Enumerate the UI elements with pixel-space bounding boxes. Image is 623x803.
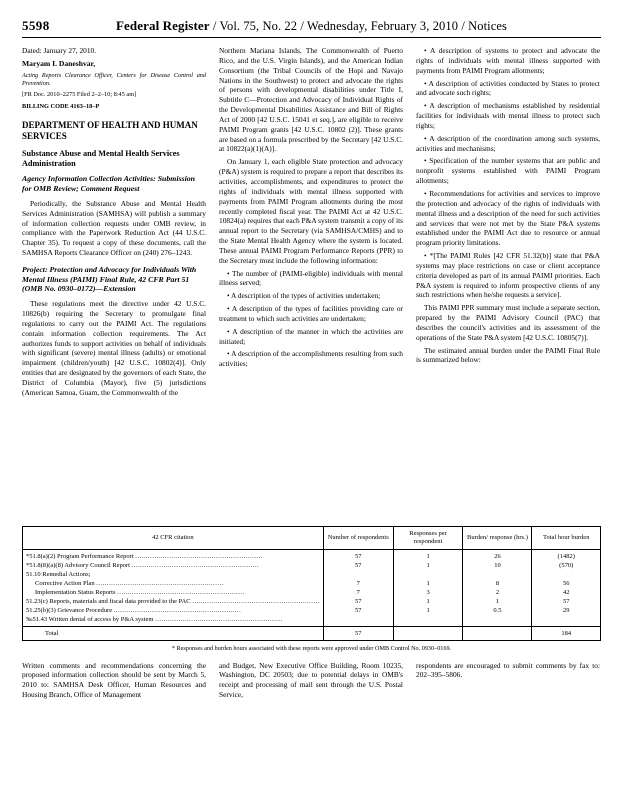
cell-citation: 51.25(b)(3) Grievance Procedure ............................................................ [23, 606, 324, 615]
agency-heading: Substance Abuse and Mental Health Services Administration [22, 148, 180, 168]
publication-issue: / Vol. 75, No. 22 / Wednesday, February 3, 2010 / Notices [212, 19, 508, 33]
cell-respondents: 57 [323, 561, 393, 570]
cell-respondents: 57 [323, 549, 393, 561]
table-row [23, 588, 601, 597]
cell-burden [463, 615, 532, 627]
cell-total: 56 [532, 579, 601, 588]
cell-responses [393, 615, 463, 627]
table-row [23, 570, 601, 579]
billing-code: BILLING CODE 4163–18–P [22, 102, 100, 110]
column-1 [22, 46, 206, 520]
table-footnote: * Responses and burden hours associated with these reports were approved under OMB Control No. 0930–0169. [171, 644, 452, 652]
notice-subheading: Agency Information Collection Activities: Submission for OMB Review; Comment Request [22, 174, 195, 194]
table-row [23, 549, 601, 561]
bullet-item: • A description of the manner in which the activities are initiated; [219, 326, 403, 346]
cell-total-hours: 184 [532, 626, 601, 640]
column-3 [416, 46, 600, 520]
table-head [23, 527, 601, 550]
cell-total-respondents: 57 [323, 626, 393, 640]
page-number: 5598 [22, 18, 50, 33]
cell-total: 29 [532, 606, 601, 615]
paragraph: The estimated annual burden under the PAIMI Final Rule is summarized below: [416, 345, 600, 365]
cell-citation: 51.10 Remedial Actions; [23, 570, 324, 579]
cell-responses: 1 [393, 606, 463, 615]
cell-responses: 3 [393, 588, 463, 597]
burden-table-wrapper [22, 526, 601, 652]
col-header-responses: Responses per respondent [393, 527, 463, 550]
masthead-title [84, 18, 539, 34]
signer-name: Maryam I. Daneshvar, [22, 58, 96, 68]
bottom-column-2 [219, 661, 403, 703]
cell-burden: 10 [463, 561, 532, 570]
cell-responses: 1 [393, 597, 463, 606]
masthead [22, 18, 601, 38]
cell-responses: 1 [393, 561, 463, 570]
paragraph: and Budget, New Executive Office Building, Room 10235, Washington, DC 20503; due to potential delays in OMB's receipt and processing of mail sent through the U.S. Postal Service, [219, 660, 403, 700]
cell-citation: Corrective Action Plan ............................................................ [23, 579, 324, 588]
signer-title: Acting Reports Clearance Officer, Centers for Disease Control and Prevention. [22, 71, 206, 88]
paragraph: Written comments and recommendations concerning the proposed information collection should be sent by March 5, 2010 to: SAMHSA Desk Officer, Human Resources and Housing Branch, Office of Management [22, 660, 206, 700]
cell-responses: 1 [393, 579, 463, 588]
cell-total [532, 570, 601, 579]
cell-responses [393, 570, 463, 579]
cell-total: (1482) [532, 549, 601, 561]
cell-respondents [323, 615, 393, 627]
cell-burden [463, 570, 532, 579]
cell-respondents: 7 [323, 579, 393, 588]
bullet-item: • A description of the types of facilities providing care or treatment to which such activities are undertaken; [219, 304, 403, 323]
table-row [23, 597, 601, 606]
cell-respondents: 57 [323, 597, 393, 606]
cell-respondents [323, 570, 393, 579]
table-row [23, 615, 601, 627]
col-header-burden: Burden/ response (hrs.) [463, 527, 532, 550]
cell-total [532, 615, 601, 627]
publication-title: Federal Register [115, 18, 210, 33]
project-heading: Project: Protection and Advocacy for Individuals With Mental Illness (PAIMI) Final Rule, 42 CFR Part 51 (OMB No. 0930–0172)—Extension [22, 264, 197, 294]
table-total-row [23, 626, 601, 640]
cell-burden: 2 [463, 588, 532, 597]
paragraph: respondents are encouraged to submit comments by fax to: 202–395–5806. [416, 660, 600, 680]
cell-citation: Implementation Status Reports ............................................................ [23, 588, 324, 597]
bullet-item: • A description of the types of activities undertaken; [227, 291, 381, 301]
bottom-column-1 [22, 661, 206, 703]
col-header-citation: 42 CFR citation [23, 527, 324, 550]
body-columns [22, 46, 601, 520]
table-row [23, 606, 601, 615]
cell-citation: *51.8(a)(2) Program Performance Report ............................................................ [23, 549, 324, 561]
cell-total-label: Total [23, 626, 324, 640]
bullet-item: • The number of (PAIMI-eligible) individuals with mental illness served; [219, 268, 403, 288]
table-header-row [23, 527, 601, 550]
paragraph: This PAIMI PPR summary must include a separate section, prepared by the PAIMI Advisory Council (PAC) that describes the council's activities and its assessment of the operations of the State P&A system [42 U.S.C. 10805(7)]. [416, 303, 600, 342]
cell-burden: 26 [463, 549, 532, 561]
cell-total: (570) [532, 561, 601, 570]
col-header-total: Total hour burden [532, 527, 601, 550]
bullet-item: • A description of mechanisms established by residential facilities for individuals with mental illness to protect such rights; [416, 101, 600, 130]
bottom-column-3 [416, 661, 600, 703]
cell-citation: ‰51.43 Written denial of access by P&A system ............................................................ [23, 615, 324, 627]
dated-line: Dated: January 27, 2010. [22, 46, 97, 55]
cell-burden: 0.5 [463, 606, 532, 615]
col-header-respondents: Number of respondents [323, 527, 393, 550]
cell-responses: 1 [393, 549, 463, 561]
fr-doc-line: [FR Doc. 2010–2275 Filed 2–2–10; 8:45 am] [22, 91, 137, 99]
bottom-columns [22, 661, 601, 703]
bullet-item: • A description of the coordination among such systems, activities and mechanisms; [416, 133, 600, 153]
paragraph: Periodically, the Substance Abuse and Mental Health Services Administration (SAMHSA) will publish a summary of information collection requests under OMB review, in compliance with the Paperwork Reduction Act (44 U.S.C. Chapter 35). To request a copy of these documents, call the SAMHSA Reports Clearance Officer on (240) 276–1243. [22, 198, 206, 258]
bullet-item: • Specification of the number systems that are public and nonprofit systems established with PAIMI Program allotments; [416, 156, 600, 186]
cell-burden: 8 [463, 579, 532, 588]
bullet-item: • A description of activities conducted by States to protect and advocate such rights; [416, 78, 600, 98]
cell-burden: 1 [463, 597, 532, 606]
bullet-item: • Recommendations for activities and services to improve the protection and advocacy of the rights of individuals with mental illness and a description of the need for such activities and services that were not met by the State P&A systems established under the PAIMI Act due to resource or annual program priority limitations. [416, 188, 600, 248]
table-row [23, 579, 601, 588]
column-2 [219, 46, 403, 520]
paragraph: Northern Mariana Islands, The Commonwealth of Puerto Rico, and the U.S. Virgin Islands), and the American Indian Consortium (the Tribal Councils of the Hopi and Navajo Nations in the Southwest) to protect and advocate the rights of persons with developmental disabilities under Title I, Subtitle C—Protection and Advocacy of Individual Rights of the Developmental Disabilities Assistance and Bill of Rights Act of 2000 [42 U.S.C. 15041 et seq.], are eligible to receive PAIMI Program grants [42 U.S.C. 10802 (2)]. These grants are based on a formula prescribed by the Secretary [42 U.S.C. at 10822(a)(1)(A)]. [219, 46, 403, 154]
bullet-item: • A description of the accomplishments resulting from such activities; [219, 349, 403, 369]
burden-table [22, 526, 601, 641]
table-row [23, 561, 601, 570]
cell-total-responses [393, 626, 463, 640]
cell-citation: *51.8(8)(a)(8) Advisory Council Report ............................................................ [23, 561, 324, 570]
cell-total-burden [463, 626, 532, 640]
cell-respondents: 57 [323, 606, 393, 615]
cell-total: 57 [532, 597, 601, 606]
paragraph: These regulations meet the directive under 42 U.S.C. 10826(b) requiring the Secretary to promulgate final regulations to carry out the PAIMI Act. The regulations contain information collection requirements. The Act authorizes funds to support activities on behalf of individuals with significant (severe) mental illness (adults) or emotional impairment (children/youth) [42 U.S.C. 10802(4)]. Only entities that are designated by the governors of each State, the District of Columbia (Mayor), five (5) jurisdictions (American Samoa, Guam, the Commonwealth of the [22, 299, 206, 397]
bullet-item: • A description of systems to protect and advocate the rights of individuals with mental illness supported with payments from PAIMI Program allotments; [416, 46, 600, 75]
cell-total: 42 [532, 588, 601, 597]
table-body [23, 549, 601, 640]
department-heading: DEPARTMENT OF HEALTH AND HUMAN SERVICES [22, 120, 198, 141]
cell-respondents: 7 [323, 588, 393, 597]
paragraph: • *[The PAIMI Rules [42 CFR 51.32(b)] state that P&A systems may place restrictions on case or client acceptance criteria developed as part of its annual PAIMI priorities. Each P&A system is required to inform prospective clients of any such restrictions when he/she requests a service]. [416, 251, 600, 300]
paragraph: On January 1, each eligible State protection and advocacy (P&A) system is required to prepare a report that describes its activities, accomplishments, and expenditures to protect the rights of individuals with mental illness supported with payments from PAIMI Program allotments during the most recently completed fiscal year. The PAIMI Act at 42 U.S.C. 10824(a) requires that each P&A system transmit a copy of its annual report to the Secretary (via SAMHSA/CMHS) and to the State Mental Health Agency where the system is located. These annual PAIMI Program Performance Reports (PPR) to the Secretary must include the following information: [219, 157, 403, 265]
cell-citation: 51.23(c) Reports, materials and fiscal data provided to the PAC ............................................................ [23, 597, 324, 606]
